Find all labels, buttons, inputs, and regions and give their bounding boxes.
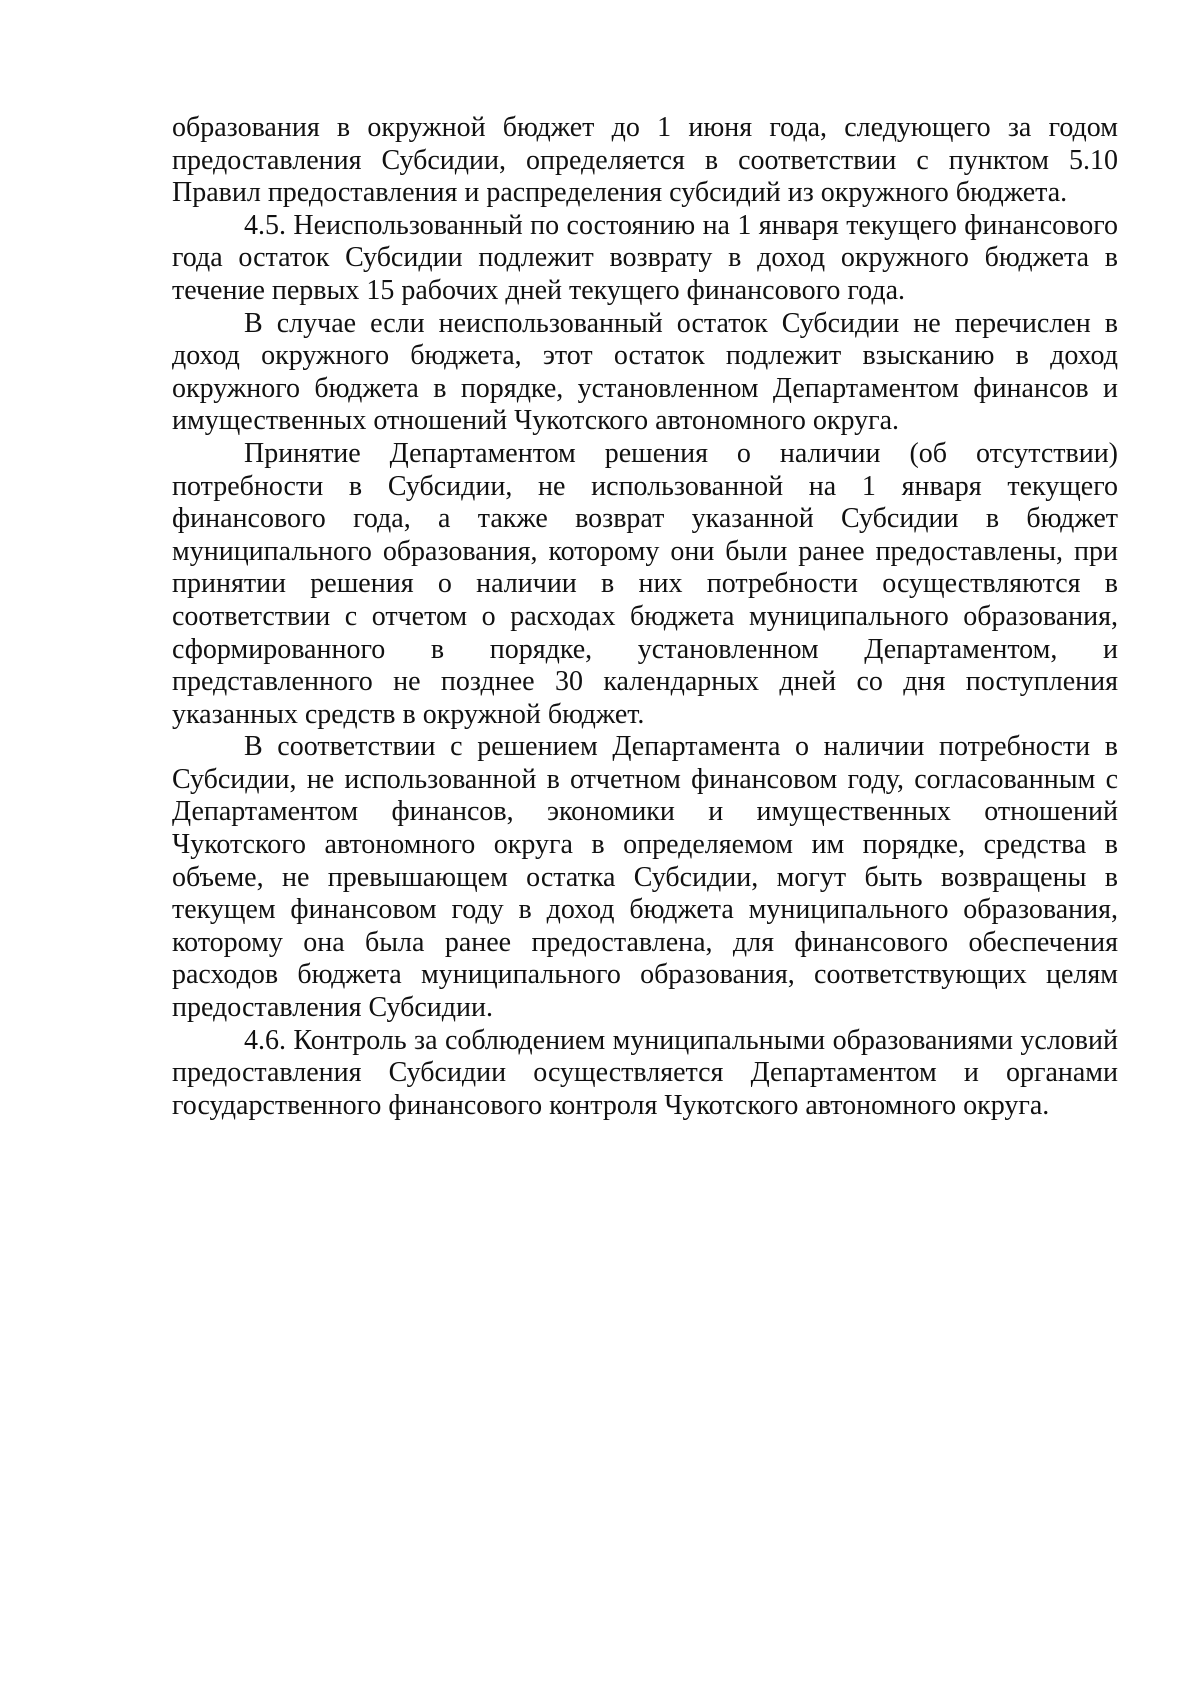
- document-body: [172, 112, 1118, 1122]
- paragraph-continuation: образования в окружной бюджет до 1 июня года, следующего за годом предоставления Субсидии, определяется в соответствии с пунктом 5.10 Правил предоставления и распределения субсидий из окружного бюджета.: [172, 112, 1118, 209]
- paragraph-department-decision: Принятие Департаментом решения о наличии (об отсутствии) потребности в Субсидии, не использованной на 1 января текущего финансового года, а также возврат указанной Субсидии в бюджет муниципального образования, которому они были ранее предоставлены, при принятии решения о наличии в них потребности осуществляются в соответствии с отчетом о расходах бюджета муниципального образования, сформированного в порядке, установленном Департаментом, и представленного не позднее 30 календарных дней со дня поступления указанных средств в окружной бюджет.: [172, 437, 1118, 730]
- paragraph-return-of-funds: В соответствии с решением Департамента о наличии потребности в Субсидии, не использованной в отчетном финансовом году, согласованным с Департаментом финансов, экономики и имущественных отношений Чукотского автономного округа в определяемом им порядке, средства в объеме, не превышающем остатка Субсидии, могут быть возвращены в текущем финансовом году в доход бюджета муниципального образования, которому она была ранее предоставлена, для финансового обеспечения расходов бюджета муниципального образования, соответствующих целям предоставления Субсидии.: [172, 731, 1118, 1024]
- paragraph-4-6: 4.6. Контроль за соблюдением муниципальными образованиями условий предоставления Субсидии осуществляется Департаментом и органами государственного финансового контроля Чукотского автономного округа.: [172, 1024, 1118, 1121]
- paragraph-4-5: 4.5. Неиспользованный по состоянию на 1 января текущего финансового года остаток Субсидии подлежит возврату в доход окружного бюджета в течение первых 15 рабочих дней текущего финансового года.: [172, 209, 1118, 306]
- paragraph-unused-balance: В случае если неиспользованный остаток Субсидии не перечислен в доход окружного бюджета, этот остаток подлежит взысканию в доход окружного бюджета в порядке, установленном Департаментом финансов и имущественных отношений Чукотского автономного округа.: [172, 307, 1118, 437]
